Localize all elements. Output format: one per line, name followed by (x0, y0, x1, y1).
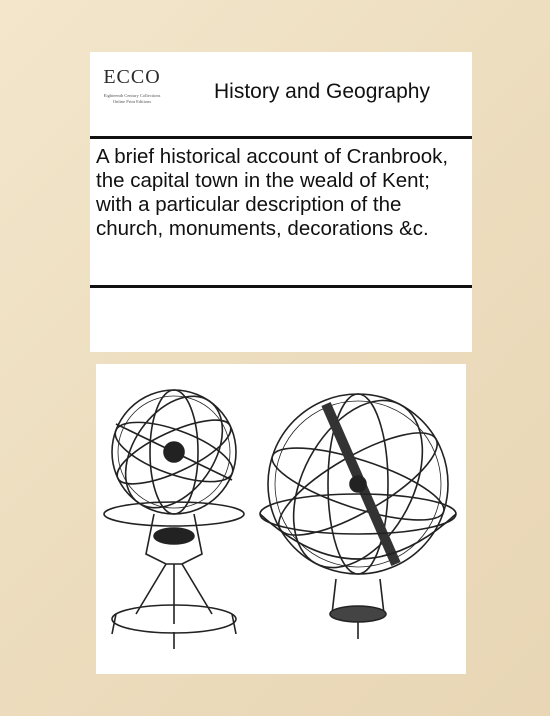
top-divider (90, 136, 472, 139)
left-armillary-sphere (104, 378, 244, 649)
right-armillary-sphere (260, 379, 456, 639)
book-title: A brief historical account of Cranbrook, the capital town in the weald of Kent; with a particular description of the church, monuments, decorations &c. (96, 145, 449, 240)
series-title: History and Geography (214, 80, 430, 103)
logo-tagline: Eighteenth Century Collections Online Print Editions (103, 93, 161, 104)
illustration-panel (96, 364, 466, 674)
armillary-spheres-illustration (96, 364, 466, 674)
bottom-divider (90, 285, 472, 288)
ecco-logo (98, 60, 166, 138)
title-panel (90, 52, 472, 352)
logo-mark: ECCO (103, 66, 161, 88)
